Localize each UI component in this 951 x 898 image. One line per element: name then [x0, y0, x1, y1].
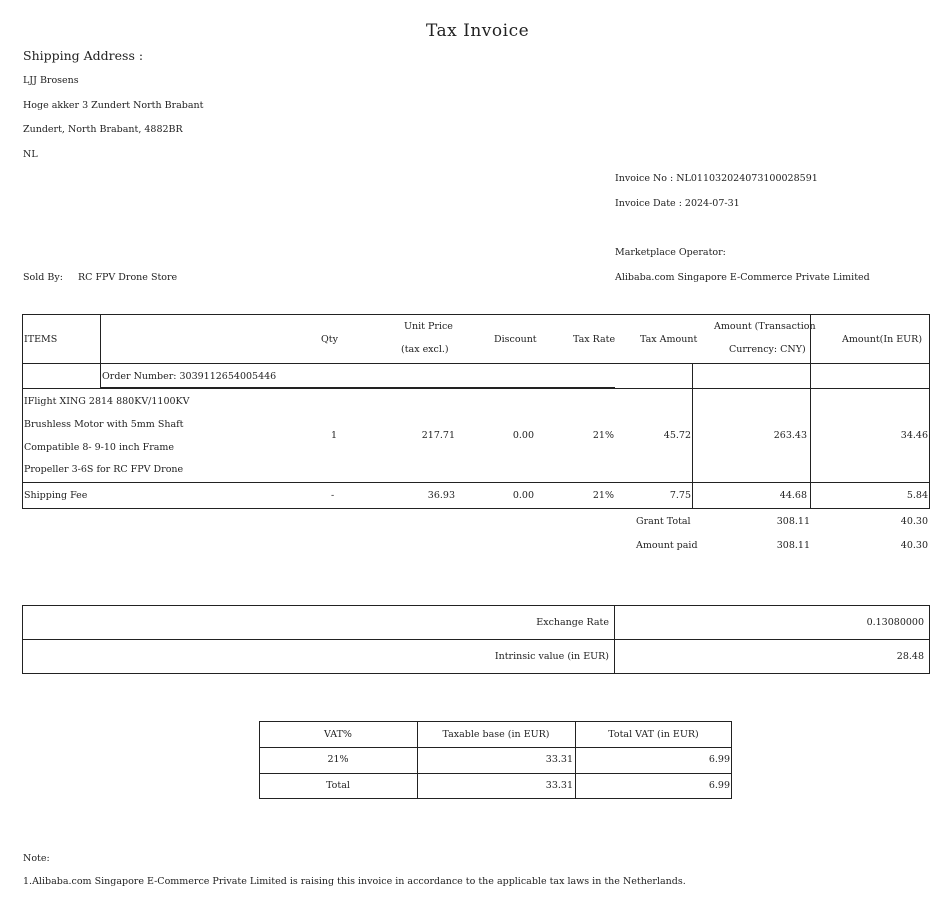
exchange-row-divider — [22, 639, 930, 640]
vat-header-total: Total VAT (in EUR) — [608, 729, 699, 740]
shipping-country: NL — [23, 149, 38, 160]
product-qty: 1 — [331, 430, 338, 441]
header-tax-rate: Tax Rate — [573, 334, 616, 345]
shipping-fee-tax-amount: 7.75 — [669, 490, 691, 501]
product-desc-line3: Compatible 8- 9-10 inch Frame — [24, 442, 175, 453]
vat-header-base: Taxable base (in EUR) — [442, 729, 550, 740]
shipping-line2: Zundert, North Brabant, 4882BR — [23, 124, 183, 135]
seller-name: RC FPV Drone Store — [78, 272, 178, 283]
note-text: 1.Alibaba.com Singapore E-Commerce Private Limited is raising this invoice in accordance to the applicable tax laws in the Netherlands. — [23, 876, 686, 887]
invoice-number: Invoice No : NL01103202407310002859​1 — [615, 173, 818, 184]
product-amount-cny: 263.43 — [773, 430, 807, 441]
shipping-fee-amount-cny: 44.68 — [779, 490, 807, 501]
vat-row1-base: 33.31 — [545, 754, 573, 765]
shipping-fee-label: Shipping Fee — [24, 490, 88, 501]
grant-total-label: Grant Total — [636, 516, 691, 527]
vat-row-divider — [259, 773, 732, 774]
product-discount: 0.00 — [512, 430, 534, 441]
amount-paid-cny: 308.11 — [776, 540, 810, 551]
shipping-fee-unit-price: 36.93 — [427, 490, 455, 501]
header-discount: Discount — [494, 334, 537, 345]
product-desc-line2: Brushless Motor with 5mm Shaft — [24, 419, 184, 430]
shipping-fee-discount: 0.00 — [512, 490, 534, 501]
marketplace-operator-label: Marketplace Operator: — [615, 247, 726, 258]
grant-total-cny: 308.11 — [776, 516, 810, 527]
col-divider-tax — [692, 363, 693, 509]
col-divider-amount — [810, 314, 811, 509]
shipping-address-heading: Shipping Address : — [23, 48, 144, 63]
shipping-name: LJJ Brosens — [23, 75, 79, 86]
intrinsic-value-label: Intrinsic value (in EUR) — [494, 651, 609, 662]
shipping-line1: Hoge akker 3 Zundert North Brabant — [23, 100, 204, 111]
shipping-fee-tax-rate: 21% — [592, 490, 614, 501]
product-row-divider — [22, 482, 930, 483]
header-amount-eur: Amount(In EUR) — [842, 334, 923, 345]
header-tax-amount: Tax Amount — [640, 334, 698, 345]
product-desc-line1: IFlight XING 2814 880KV/1100KV — [24, 396, 190, 407]
order-row-divider — [22, 388, 930, 389]
vat-row1-total: 6.99 — [708, 754, 730, 765]
note-label: Note: — [23, 853, 50, 864]
shipping-fee-amount-eur: 5.84 — [906, 490, 928, 501]
exchange-col-divider — [614, 605, 615, 674]
exchange-rate-label: Exchange Rate — [536, 617, 609, 628]
header-unit-price-note: (tax excl.) — [401, 344, 449, 355]
sold-by-label: Sold By: — [23, 272, 63, 283]
product-amount-eur: 34.46 — [900, 430, 928, 441]
header-unit-price: Unit Price — [404, 321, 453, 332]
header-divider — [22, 363, 930, 364]
vat-row1-rate: 21% — [327, 754, 349, 765]
vat-row2-base: 33.31 — [545, 780, 573, 791]
page-title: Tax Invoice — [426, 21, 530, 41]
exchange-rate-value: 0.13080000 — [866, 617, 924, 628]
amount-paid-label: Amount paid — [636, 540, 698, 551]
vat-row2-total: 6.99 — [708, 780, 730, 791]
order-number: Order Number: 3039112654005446 — [102, 371, 277, 382]
vat-header-rate: VAT% — [324, 729, 352, 740]
marketplace-operator-name: Alibaba.com Singapore E-Commerce Private Limited — [615, 272, 870, 283]
product-desc-line4: Propeller 3-6S for RC FPV Drone — [24, 464, 184, 475]
invoice-date: Invoice Date : 2024-07-31 — [615, 198, 740, 209]
header-amount-txn-currency: Currency: CNY) — [729, 344, 806, 355]
product-tax-amount: 45.72 — [663, 430, 691, 441]
amount-paid-eur: 40.30 — [900, 540, 928, 551]
vat-row2-rate: Total — [326, 780, 350, 791]
product-tax-rate: 21% — [592, 430, 614, 441]
header-items: ITEMS — [24, 334, 58, 345]
header-qty: Qty — [321, 334, 338, 345]
grant-total-eur: 40.30 — [900, 516, 928, 527]
vat-header-divider — [259, 747, 732, 748]
product-unit-price: 217.71 — [421, 430, 455, 441]
intrinsic-value: 28.48 — [896, 651, 924, 662]
shipping-fee-qty: - — [331, 490, 335, 501]
col-divider-items — [100, 314, 101, 389]
header-amount-txn: Amount (Transaction — [714, 321, 816, 332]
